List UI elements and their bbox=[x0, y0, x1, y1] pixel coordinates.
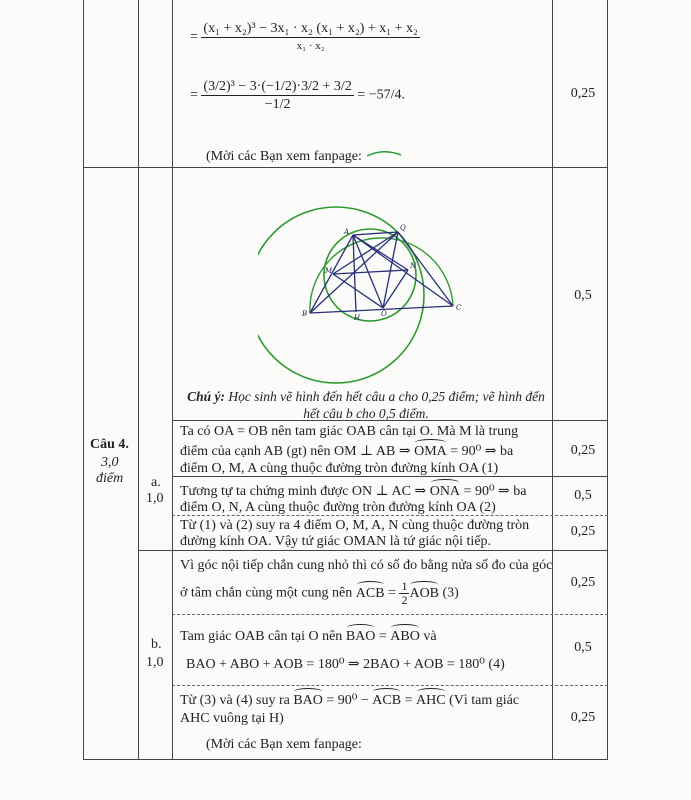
b-row2-line2: BAO + ABO + AOB = 180⁰ ⇒ 2BAO + AOB = 180⁰ (4) bbox=[186, 657, 505, 672]
fanpage-link-mark bbox=[365, 148, 405, 160]
figure-note bbox=[182, 388, 550, 422]
b-row2-line1 bbox=[180, 628, 437, 645]
a-row2-line1 bbox=[180, 483, 527, 500]
formula-line2-result: = −57/4. bbox=[357, 87, 406, 103]
label-C: C bbox=[456, 304, 462, 312]
label-M: M bbox=[325, 267, 333, 275]
part-a-points: 1,0 bbox=[146, 491, 164, 506]
b-row1-line2 bbox=[180, 580, 459, 607]
angle-AHC: AHC bbox=[416, 693, 446, 708]
formula-line1-numerator: (x₁ + x₂)³ − 3x₁ · x₂ (x₁ + x₂) + x₁ + x₂ bbox=[203, 21, 418, 36]
figure-note-line2: hết câu b cho 0,5 điểm. bbox=[303, 406, 429, 421]
b-row3-eq: = bbox=[401, 693, 416, 708]
score-b3: 0,25 bbox=[570, 710, 596, 725]
label-H: H bbox=[354, 314, 361, 322]
b-row1-line2a: ở tâm chắn cùng một cung nên bbox=[180, 585, 356, 601]
a-row1-line2b: = 90⁰ ⇒ ba bbox=[446, 444, 514, 459]
label-Q: Q bbox=[400, 224, 406, 232]
figure-note-bold: Chú ý: bbox=[187, 389, 226, 404]
score-formula: 0,25 bbox=[570, 86, 596, 101]
a-row3-line1: Từ (1) và (2) suy ra 4 điểm O, M, A, N cùng thuộc đường tròn bbox=[180, 518, 530, 533]
formula-line1: = $\frac{\text{(x₁ + x₂)³ − 3x₁ · x₂ (x₁ + x₂) + x₁ + x₂}}{\text{x₁ · x₂}}$ bbox=[190, 20, 420, 55]
fanpage-note-top bbox=[206, 148, 405, 165]
table-bottom-border bbox=[83, 759, 608, 760]
b-row3-line2: AHC vuông tại H) bbox=[180, 711, 284, 726]
b-row1-tag: (3) bbox=[439, 585, 459, 601]
angle-AOB: AOB bbox=[409, 585, 440, 601]
geometry-figure bbox=[258, 180, 548, 385]
row-divider-a-b bbox=[138, 550, 608, 551]
a-row2-line1b: = 90⁰ ⇒ ba bbox=[460, 484, 527, 499]
b-row3-line1a: Từ (3) và (4) suy ra bbox=[180, 693, 294, 708]
b-row3-line1 bbox=[180, 692, 519, 709]
b-row1-frac-num: 1 bbox=[401, 579, 408, 593]
b-row3-mid: = 90⁰ − bbox=[322, 693, 373, 708]
angle-ABO: ABO bbox=[390, 629, 420, 644]
part-b-points: 1,0 bbox=[146, 655, 164, 670]
angle-ACB: ACB bbox=[355, 585, 385, 601]
b-row1-eq: = bbox=[384, 585, 400, 601]
formula-line2-denominator: −1/2 bbox=[264, 97, 291, 112]
score-b2: 0,5 bbox=[574, 640, 592, 655]
b-row2-line1a: Tam giác OAB cân tại O nên bbox=[180, 629, 346, 644]
a-row3-line2: đường kính OA. Vậy tứ giác OMAN là tứ giác nội tiếp. bbox=[180, 534, 492, 549]
score-figure: 0,5 bbox=[574, 288, 592, 303]
b-row1-line1: Vì góc nội tiếp chắn cung nhỏ thì có số đo bằng nửa số đo của góc bbox=[180, 558, 553, 573]
a-row2-line1a: Tương tự ta chứng minh được ON ⊥ AC ⇒ bbox=[180, 484, 430, 499]
table-left-border bbox=[83, 0, 84, 760]
angle-ONA: ONA bbox=[429, 484, 461, 499]
b-row2-line1b: và bbox=[419, 629, 437, 644]
angle-BAO-2: BAO bbox=[293, 693, 323, 708]
a-row2-line2: điểm O, N, A cùng thuộc đường tròn đường kính OA (2) bbox=[180, 500, 496, 515]
angle-BAO: BAO bbox=[345, 629, 376, 644]
score-a2: 0,5 bbox=[574, 488, 592, 503]
a-row1-line2a: điểm của cạnh AB (gt) nên OM ⊥ AB ⇒ bbox=[180, 444, 415, 459]
table-col3-border bbox=[172, 0, 173, 760]
question-points: 3,0 bbox=[101, 455, 119, 470]
a-row1-line1: Ta có OA = OB nên tam giác OAB cân tại O. Mà M là trung bbox=[180, 424, 519, 439]
label-B: B bbox=[302, 310, 308, 318]
a-row1-line2 bbox=[180, 443, 513, 460]
b-row3-line1b: (Vì tam giác bbox=[445, 693, 520, 708]
a-row1-line3: điểm O, M, A cùng thuộc đường tròn đường kính OA (1) bbox=[180, 461, 499, 476]
b-row1-frac-den: 2 bbox=[401, 593, 408, 607]
fanpage-note-top-text: (Mời các Bạn xem fanpage: bbox=[206, 149, 362, 164]
formula-line1-denominator: x₁ · x₂ bbox=[296, 40, 325, 52]
fanpage-note-bottom: (Mời các Bạn xem fanpage: bbox=[206, 737, 362, 752]
part-b-label: b. bbox=[151, 637, 162, 652]
label-N: N bbox=[410, 262, 417, 270]
score-a1: 0,25 bbox=[570, 443, 596, 458]
score-b1: 0,25 bbox=[570, 575, 596, 590]
part-a-label: a. bbox=[151, 475, 161, 490]
row-divider-b2 bbox=[172, 685, 608, 686]
angle-ACB-2: ACB bbox=[372, 693, 402, 708]
formula-line2: = $\frac{\text{(3/2)³ − 3·(−1/2)·3/2 + 3/2}}{-1/2}$ = −57/4. bbox=[190, 79, 406, 112]
angle-OMA: OMA bbox=[414, 444, 447, 459]
question-unit: điểm bbox=[96, 471, 124, 486]
label-A: A bbox=[344, 228, 350, 236]
score-a3: 0,25 bbox=[570, 524, 596, 539]
row-divider-top bbox=[83, 167, 608, 168]
formula-line2-numerator: (3/2)³ − 3·(−1/2)·3/2 + 3/2 bbox=[203, 79, 352, 94]
b-row2-eq: = bbox=[375, 629, 391, 644]
table-col2-border bbox=[138, 0, 139, 760]
row-divider-b1 bbox=[172, 614, 608, 615]
question-title: Câu 4. bbox=[90, 437, 129, 452]
figure-note-line1: Học sinh vẽ hình đến hết câu a cho 0,25 điểm; vẽ hình đến bbox=[225, 389, 545, 404]
label-O: O bbox=[381, 310, 387, 318]
